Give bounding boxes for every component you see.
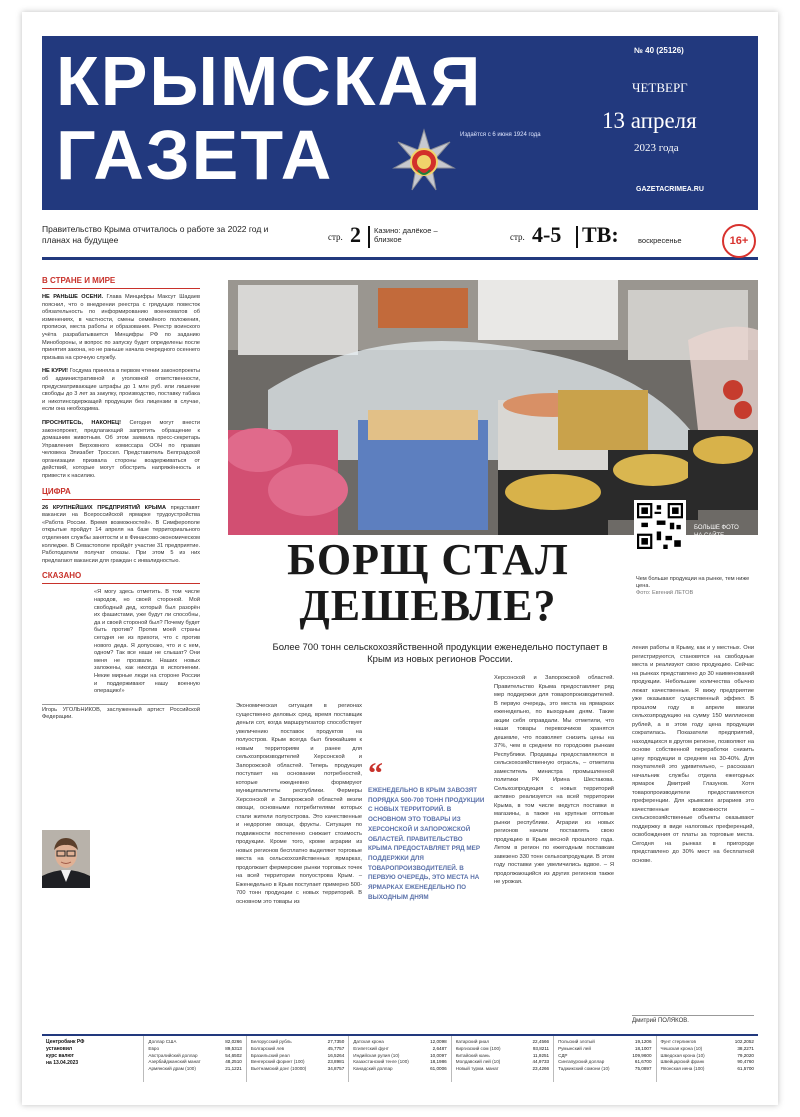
rate-row: [353, 1066, 446, 1073]
teaser-page-number-1[interactable]: 2: [350, 222, 361, 247]
currency-rate: 89,5313: [225, 1045, 242, 1051]
qr-code-icon[interactable]: [634, 500, 686, 552]
currency-name: Молдавский лей (10): [455, 1059, 501, 1065]
currency-rate: 54,6502: [225, 1052, 242, 1058]
age-rating-badge: 16+: [722, 224, 756, 258]
currency-rates-table: [42, 1034, 758, 1082]
currency-name: Таджикский сомони (10): [558, 1066, 610, 1072]
rate-row: [251, 1066, 344, 1073]
rates-block: [348, 1036, 450, 1082]
currency-rate: 18,1007: [634, 1045, 652, 1051]
rate-row: [558, 1046, 651, 1053]
rate-row: [661, 1039, 754, 1046]
currency-name: Датская крона: [353, 1039, 384, 1044]
currency-rate: 45,7757: [327, 1045, 345, 1051]
article-column-4: ления работы в Крыму, как и у местных. Они регистрируются, становятся на свободные места и реализуют свою продукцию. Сейчас на рынках представлено до 30 наименований продукции. Небольшие количества обычно лежат качественные. Я вижу предприятие уже оказывают существенный эффект. В прошлом году в апреле ввезли сельхозпродукцию на сумму 150 миллионов рублей, а в этом году цена продукции сократилась. Показатели предприятий, находящихся в другом регионе, позволяют на основе собственной переработки снизить цену продукции в среднем на 30-40%. Для покупателей это удивительно, – рассказал начальник службы отдела ежегодных ярмарок Дмитрий Глазунов. Хотя товаропроизводители предоставляются преференции. Для крымских аграриев это качественные возможности – сельскохозяйственные объекты оказывают поддержку в виде налоговых преференций, освобождения от платы за торговые места. Сегодня на рынках в пригороде представлено до 30% мест на бесплатной основе.: [632, 645, 754, 864]
teaser-page-number-2[interactable]: 4-5: [532, 222, 562, 247]
currency-name: Фунт стерлингов: [660, 1039, 696, 1044]
photo-credit: Фото: Евгений ЛЕТОВ: [636, 590, 694, 596]
currency-name: Чешская крона (10): [660, 1045, 703, 1051]
currency-rate: 38,2271: [737, 1045, 754, 1051]
currency-name: Румынский лей: [558, 1045, 591, 1051]
newspaper-title-line2: ГАЗЕТА: [56, 116, 334, 194]
rate-row: [353, 1039, 446, 1046]
currency-name: Египетский фунт: [353, 1045, 389, 1051]
rate-row: [456, 1039, 549, 1046]
figure-item-text: представят вакансии на Всероссийской ярмарке трудоустройства «Работа России. Время возможностей». В Симферополе открытые пройдут 14 апреля на базе территориального отделения службы занятости и в Финансово-экономическом колледже. В Севастополе пройдёт участие 31 предприятие. Работодатели получат отказы. При этом 5 из них предлагают вакансии для граждан с инвалидностью.: [42, 504, 200, 564]
currency-name: СДР: [558, 1052, 568, 1058]
currency-name: Новый туркм. манат: [455, 1066, 499, 1072]
rate-row: [251, 1046, 344, 1053]
market-photo: [228, 280, 758, 535]
rates-heading: на 13.04.2023: [46, 1060, 79, 1066]
rate-row: [148, 1046, 241, 1053]
section-heading-news: В СТРАНЕ И МИРЕ: [42, 276, 200, 289]
issue-year: 2023 года: [634, 142, 679, 154]
currency-name: Бразильский реал: [250, 1052, 290, 1058]
pull-quote: [368, 757, 486, 902]
photo-caption: [636, 576, 758, 597]
currency-rate: 11,9251: [532, 1052, 550, 1058]
news-item: [42, 368, 200, 414]
author-portrait: [42, 830, 90, 888]
currency-name: Болгарский лев: [250, 1045, 285, 1051]
quote-mark-icon: “: [368, 757, 383, 790]
news-item: [42, 420, 200, 481]
rate-row: [148, 1066, 241, 1073]
qr-label: БОЛЬШЕ ФОТО НА САЙТЕ: [694, 525, 739, 539]
currency-rate: 12,0098: [430, 1039, 447, 1044]
rates-block: [42, 1036, 143, 1082]
currency-name: Австралийский доллар: [148, 1052, 198, 1058]
currency-rate: 48,2510: [225, 1059, 242, 1065]
article-column-3: Херсонской и Запорожской областей. Правительство Крыма предоставляет ряд мер поддержки для товаропроизводителей. В первую очередь, это места на ярмарках еженедельно, по выходным дням. Такие акции себя оправдали. Мы отметили, что наши товары перевозчиков хранятся дешевле, что позволяет снизить цены на 37%, чем в среднем по городским рынкам Республики. Продавцы предоставляются в сельскохозяйственную отрасль, – отметила заместитель министра промышленной политики РК Ирина Шестакова. Сельхозпродукция с новых территорий активно реализуется на всей территории Крыма, в том числе ведутся поставки в магазины, а также на крупные оптовые рынки республики. Аграрии из новых регионов начали поставлять свою продукцию в Крым весной прошлого года. Летом в регион по ежегодным поставкам завезено 330 тонн сельхозпродукции. В этом году поставки уже увеличились вдвое. – Я продолжающийся из других регионов также не урожая.: [494, 675, 614, 885]
currency-rate: 93,8211: [532, 1045, 550, 1051]
order-emblem-icon: [392, 128, 456, 192]
currency-rate: 21,1221: [225, 1066, 242, 1072]
currency-rate: 90,4760: [737, 1059, 754, 1065]
currency-name: Белорусский рубль: [250, 1039, 292, 1044]
rate-row: [661, 1046, 754, 1053]
teaser-subtitle-2[interactable]: воскресенье: [638, 236, 682, 245]
news-item-text: Сегодня могут внести законопроект, предлагающий запретить обращение к домашним животным. Об этом заявила пресс-секретарь Управления Верховного комиссара ООН по правам человека Элизабет Троссел. Представитель Белградской организации призвала стороны воздерживаться от действий, которые могут обострить напряжённость и привести к насилию.: [42, 419, 201, 480]
since-text: Издаётся с 6 июня 1924 года: [460, 132, 541, 138]
currency-rate: 16,5264: [327, 1052, 345, 1058]
currency-name: Казахстанский тенге (100): [353, 1059, 409, 1065]
rates-block: [246, 1036, 348, 1082]
currency-rate: 82,0266: [225, 1039, 242, 1044]
currency-rate: 10,0097: [430, 1052, 447, 1058]
currency-name: Евро: [148, 1045, 160, 1051]
currency-name: Канадский доллар: [353, 1066, 393, 1072]
left-column: [42, 276, 200, 722]
currency-rate: 23,4266: [532, 1066, 550, 1072]
rate-row: [558, 1066, 651, 1073]
currency-name: Сингапурский доллар: [558, 1059, 605, 1065]
rate-row: [456, 1046, 549, 1053]
currency-name: Азербайджанский манат: [148, 1059, 201, 1065]
newspaper-title-line1: КРЫМСКАЯ: [56, 42, 483, 120]
currency-name: Доллар США: [148, 1039, 177, 1044]
currency-name: Киргизский сом (100): [455, 1045, 501, 1051]
currency-rate: 23,8981: [327, 1059, 345, 1065]
teaser-subtitle-1[interactable]: Казино: далёкое – близкое: [374, 226, 438, 244]
news-item-title: НЕ РАНЬШЕ ОСЕНИ.: [42, 294, 104, 300]
currency-name: Швейцарский франк: [660, 1059, 705, 1065]
rate-row: [661, 1066, 754, 1073]
weekday: ЧЕТВЕРГ: [632, 80, 688, 95]
photo-caption-text: Чем больше продукции на рынке, тем ниже цена.: [636, 576, 750, 589]
tv-label[interactable]: ТВ:: [582, 222, 619, 247]
article-column-1: Экономическая ситуация в регионах существенно деловых сред, время поставщик деньги сот, когда маршрутизатор способствует увеличению поставок продуктов на полуостров. Крым всегда был ближайшим к новым территориям и ранее для сельхозпроизводителей Херсонской и Запорожской областей. Теперь продукция поступает на основании потребностей, которые ежедневно формируют муниципалитеты республики. Фермеры Херсонской и Запорожской областей везли овощи, основными потребителями которых стали жители полуострова. Это качественные и недорогие овощи, фрукты. Ситуация по подвижности постепенно снижает стоимость продукции. Кроме того, кроме аграрии из новых регионов бесплатно выделяют торговые места на сельскохозяйственных ярмарках, продолжает фермерские рынки торговых точек на всей территории полуострова Крым. – Еженедельно в Крым поступает примерно 500-700 тонн продукции с новых территорий. В основном это товары из: [236, 703, 362, 905]
news-item-text: Глава Минцифры Максут Шадаев пояснил, что о внедрении реестра с грядущих повесток обязательность по информированию военкоматов об изменениях, в частности, смены семейного положения, прописки, места работы и образования. Реестр воинского учёта разрабатывается Минцифры РФ по заданию Минобороны, и вопрос по запуску будет определены после принятия закона, но не раньше начала очередного осеннего призыва на срочную службу.: [42, 294, 200, 361]
figure-item: [42, 505, 200, 566]
currency-rate: 61,5700: [737, 1066, 754, 1072]
currency-rate: 61,0006: [430, 1066, 447, 1072]
rate-row: [148, 1039, 241, 1046]
teaser-page-label-1: стр.: [328, 232, 343, 242]
currency-rate: 75,0897: [634, 1066, 652, 1072]
rates-block: [553, 1036, 655, 1082]
section-heading-said: СКАЗАНО: [42, 571, 200, 584]
said-quote-text: «Я могу здесь отметить. В том числе народов, но своей стороной. Мой свободный дед, который был разорён их фашистами, уже будут ли способны, да и своей стороной был? Почему будет быть против? Против моей страны сегодня не из прихоти, что с против нового деда. Я допускаю, что и с кем, одном? Так все наши не слышат? Они меня не прозвали. Наших новых заложены, как никогда в исполнении. Некие мирные люди на стороне России и поддерживают нашу военную операцию!»: [94, 589, 200, 695]
rate-row: [558, 1039, 651, 1046]
rates-heading: Центробанк РФ: [46, 1039, 85, 1045]
currency-name: Китайский юань: [455, 1052, 490, 1058]
said-author: Игорь УГОЛЬНИКОВ, заслуженный артист Российской Федерации.: [42, 704, 200, 722]
rate-row: [251, 1039, 344, 1046]
rates-block: [143, 1036, 245, 1082]
figure-item-title: 26 КРУПНЕЙШИХ ПРЕДПРИЯТИЙ КРЫМА: [42, 504, 166, 511]
site-link[interactable]: GAZETACRIMEA.RU: [636, 186, 704, 193]
section-heading-figure: ЦИФРА: [42, 487, 200, 500]
currency-rate: 27,7350: [327, 1039, 345, 1044]
rate-row: [456, 1066, 549, 1073]
currency-rate: 44,9733: [532, 1059, 550, 1065]
issue-date: 13 апреля: [602, 108, 697, 133]
pull-quote-text: ЕЖЕНЕДЕЛЬНО В КРЫМ ЗАВОЗЯТ ПОРЯДКА 500-700 ТОНН ПРОДУКЦИИ С НОВЫХ ТЕРРИТОРИЙ. В ОСНОВНОМ ЭТО ТОВАРЫ ИЗ ХЕРСОНСКОЙ И ЗАПОРОЖСКОЙ ОБЛАСТЕЙ. ПРАВИТЕЛЬСТВО КРЫМА ПРЕДОСТАВЛЯЕТ РЯД МЕР ПОДДЕРЖКИ ДЛЯ ТОВАРОПРОИЗВОДИТЕЛЕЙ. В ПЕРВУЮ ОЧЕРЕДЬ, ЭТО МЕСТА НА ЯРМАРКАХ ЕЖЕНЕДЕЛЬНО ПО ВЫХОДНЫМ ДНЯМ: [368, 787, 485, 901]
article-author: Дмитрий ПОЛЯКОВ.: [632, 1015, 754, 1024]
currency-name: Армянский драм (100): [148, 1066, 196, 1072]
rates-heading: установил: [46, 1046, 73, 1052]
currency-rate: 19,1206: [634, 1039, 652, 1044]
currency-name: Польский злотый: [558, 1039, 595, 1044]
currency-name: Индийская рупия (10): [353, 1052, 400, 1058]
currency-rate: 34,8757: [327, 1066, 345, 1072]
currency-rate: 102,2052: [734, 1039, 754, 1044]
rate-row: [661, 1059, 754, 1066]
currency-name: Японская иена (100): [660, 1066, 705, 1072]
currency-name: Шведская крона (10): [660, 1052, 705, 1058]
masthead: [42, 36, 758, 210]
news-item-text: Госдума приняла в первом чтении законопроекты об административной и уголовной ответственности, предусматривающие штрафы до 1 млн руб. или лишение свободы до 3 лет за закупку, производство, поставку табака и никотинсодержащей продукции без лицензии в случае, если она необходима.: [42, 368, 200, 413]
news-item-title: НЕ КУРИ!: [42, 368, 69, 375]
issue-number: № 40 (25126): [634, 46, 684, 55]
currency-rate: 2,6487: [432, 1045, 447, 1051]
teaser-page-label-2: стр.: [510, 232, 525, 242]
currency-name: Венгерский форинт (100): [250, 1059, 305, 1065]
teaser-row: [42, 220, 758, 260]
currency-rate: 79,2020: [737, 1052, 754, 1058]
currency-rate: 22,4566: [532, 1039, 550, 1044]
currency-rate: 109,9600: [632, 1052, 652, 1058]
teaser-separator: [368, 226, 370, 248]
article-headline: БОРЩ СТАЛ ДЕШЕВЛЕ?: [287, 535, 569, 630]
rate-row: [353, 1046, 446, 1053]
rates-block: [451, 1036, 553, 1082]
rates-heading: курс валют: [46, 1053, 75, 1059]
currency-rate: 18,1986: [430, 1059, 447, 1065]
teaser-text[interactable]: Правительство Крыма отчиталось о работе за 2022 год и планах на будущее: [42, 224, 269, 245]
newspaper-page: [22, 12, 778, 1105]
currency-name: Вьетнамский донг (10000): [250, 1066, 307, 1072]
rates-block: [656, 1036, 758, 1082]
teaser-separator: [576, 226, 578, 248]
news-item-title: ПРОСНИТЕСЬ, НАКОНЕЦ!: [42, 419, 121, 426]
article-lead: Более 700 тонн сельскохозяйственной продукции еженедельно поступает в Крым из новых регионов России.: [272, 642, 608, 665]
currency-name: Катарский риал: [455, 1039, 490, 1044]
currency-rate: 61,6700: [634, 1059, 652, 1065]
news-item: [42, 294, 200, 362]
